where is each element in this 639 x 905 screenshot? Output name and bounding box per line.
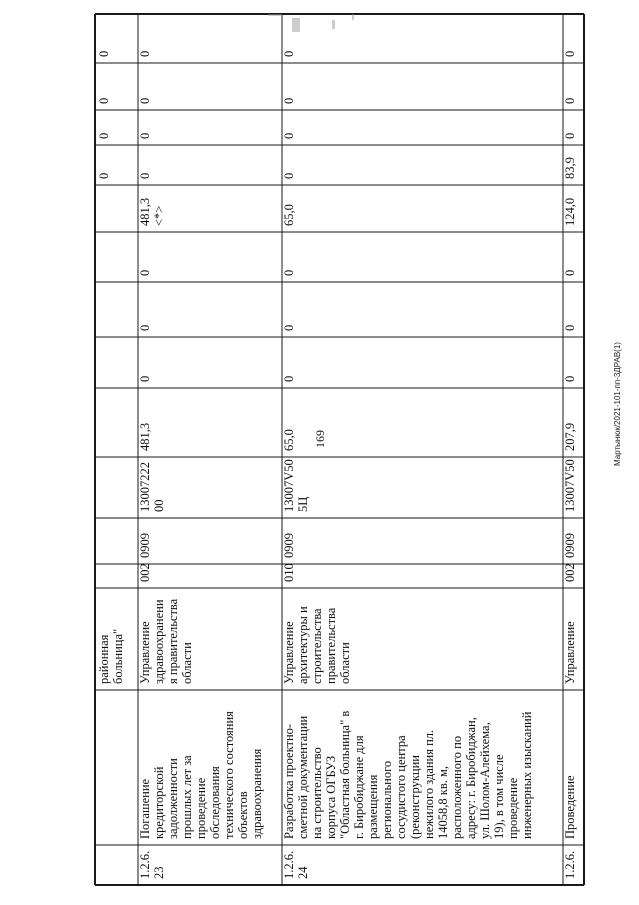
row-total-line: 207,9 [563, 422, 577, 451]
row-total-line: 481,3 [138, 422, 152, 451]
row-rz [282, 533, 296, 558]
row-executor-line: здравоохранени [152, 599, 166, 684]
row-num-line: 24 [296, 866, 310, 879]
row-y2-line: 0 [563, 324, 577, 331]
row-name-line: адресу: г. Биробиджан, [464, 717, 478, 839]
row-y2-line: 0 [282, 324, 296, 331]
row-csr [138, 462, 166, 512]
row-name-line: обследования [208, 766, 222, 839]
row-y7 [282, 98, 296, 104]
row-name-line: сметной документации [296, 715, 310, 839]
row-y3 [282, 270, 296, 276]
row-y5-line: 0 [138, 172, 152, 179]
prev-row-value-line: 0 [97, 50, 111, 57]
prev-row-executor-line: больница" [111, 628, 125, 684]
row-rz [138, 533, 152, 558]
row-name-line: Проведение [563, 775, 577, 839]
row-rz-line: 0909 [138, 533, 152, 558]
row-name-line: 19), в том числе [492, 754, 506, 839]
row-y2-line: 0 [138, 324, 152, 331]
row-grbs [563, 563, 577, 582]
prev-row-value [97, 173, 111, 179]
row-y1-line: 0 [138, 375, 152, 382]
row-y3-line: 0 [563, 269, 577, 276]
row-y6 [138, 133, 152, 139]
page-number: 169 [313, 430, 327, 448]
row-y3 [563, 270, 577, 276]
row-y6 [563, 133, 577, 139]
row-num-line: 1.2.6. [282, 850, 296, 879]
row-csr [282, 459, 310, 512]
row-y8-line: 0 [282, 50, 296, 57]
row-y7 [563, 98, 577, 104]
prev-row-executor-line: районная [97, 634, 111, 684]
row-name-line: задолженности [166, 758, 180, 839]
row-num-line: 23 [152, 866, 166, 879]
row-executor-line: Управление [282, 621, 296, 684]
row-executor-line: Управление [563, 621, 577, 684]
row-name-line: сосудистого центра [394, 735, 408, 839]
prev-row-value-line: 0 [97, 172, 111, 179]
row-name-line: размещения [366, 774, 380, 839]
row-name-line: Разработка проектно- [282, 723, 296, 839]
row-name [138, 711, 264, 839]
row-y8 [282, 51, 296, 57]
row-executor [282, 606, 352, 684]
prev-row-value-line: 0 [97, 132, 111, 139]
row-grbs [138, 563, 152, 582]
row-total [563, 423, 577, 451]
row-csr-line: 13007222 [138, 462, 152, 512]
row-csr-line: 13007V50 [563, 459, 577, 512]
row-csr-line: 5Ц [296, 496, 310, 512]
row-name-line: Погашение [138, 778, 152, 839]
row-y7 [138, 98, 152, 104]
row-y6-line: 0 [563, 132, 577, 139]
row-y1 [563, 376, 577, 382]
row-y5-line: 0 [282, 172, 296, 179]
prev-row-value-line: 0 [97, 97, 111, 104]
row-y8-line: 0 [563, 50, 577, 57]
row-y8 [563, 51, 577, 57]
document-code: Мартынюк/2021-101-пп-3ДРАВ(1) [613, 342, 622, 466]
scan-marks [268, 14, 354, 32]
row-num [563, 851, 577, 879]
row-name-line: расположенного по [450, 735, 464, 839]
row-name-line: проведение [506, 777, 520, 839]
row-name-line: корпуса ОГБУЗ [324, 755, 338, 839]
row-name-line: прошлых лет за [180, 755, 194, 839]
row-num [138, 851, 166, 879]
row-y6 [282, 133, 296, 139]
row-y1-line: 0 [282, 375, 296, 382]
row-y4-line: 481,3 [138, 197, 152, 226]
row-y1 [138, 376, 152, 382]
row-name-line: (реконструкции [408, 755, 422, 839]
row-y8-line: 0 [138, 50, 152, 57]
row-y7-line: 0 [138, 97, 152, 104]
row-y3-line: 0 [282, 269, 296, 276]
row-name-line: технического состояния [222, 711, 236, 839]
row-grbs-line: 002 [563, 563, 577, 582]
row-y4-line: 124,0 [563, 197, 577, 226]
row-executor [138, 598, 194, 684]
row-csr [563, 459, 577, 512]
row-y3 [138, 270, 152, 276]
row-y4-line: 65,0 [282, 204, 296, 226]
row-name-line: здравоохранения [250, 748, 264, 839]
row-total [138, 423, 152, 451]
row-y7-line: 0 [282, 97, 296, 104]
row-name-line: объектов [236, 791, 250, 839]
row-executor-line: строительства [310, 608, 324, 684]
prev-row-value [97, 133, 111, 139]
row-total [282, 429, 296, 451]
prev-row-value [97, 51, 111, 57]
row-y2 [563, 325, 577, 331]
row-y3-line: 0 [138, 269, 152, 276]
row-name-line: инженерных изысканий [520, 711, 534, 839]
row-rz-line: 0909 [563, 533, 577, 558]
table-cells [97, 51, 577, 879]
row-y5 [282, 173, 296, 179]
row-executor-line: области [180, 642, 194, 684]
row-name-line: проведение [194, 777, 208, 839]
row-y1-line: 0 [563, 375, 577, 382]
row-y1 [282, 376, 296, 382]
row-y2 [282, 325, 296, 331]
row-csr-line: 13007V50 [282, 459, 296, 512]
row-grbs-line: 002 [138, 563, 152, 582]
row-rz-line: 0909 [282, 533, 296, 558]
row-y5 [138, 173, 152, 179]
row-num-line: 1.2.6. [138, 850, 152, 879]
row-num-line: 1.2.6. [563, 850, 577, 879]
row-name-line: 14058,8 кв. м, [436, 765, 450, 839]
row-y4 [563, 198, 577, 226]
row-name [563, 775, 577, 839]
row-name [282, 711, 534, 839]
row-name-line: кредиторской [152, 766, 166, 839]
row-executor-line: Управление [138, 621, 152, 684]
row-y5 [563, 157, 577, 179]
prev-row-executor [97, 629, 125, 684]
row-name-line: г. Биробиджане для [352, 735, 366, 839]
row-grbs [282, 563, 296, 582]
row-executor-line: правительства [324, 607, 338, 684]
row-y4 [138, 198, 166, 226]
row-y6-line: 0 [282, 132, 296, 139]
row-y8 [138, 51, 152, 57]
row-csr-line: 00 [152, 499, 166, 512]
row-executor [563, 621, 577, 684]
row-y5-line: 83,9 [563, 157, 577, 179]
row-y2 [138, 325, 152, 331]
row-name-line: "Областная больница" в [338, 710, 352, 839]
row-executor-line: я правительства [166, 598, 180, 684]
row-y4-line: <*> [152, 205, 166, 226]
row-total-line: 65,0 [282, 429, 296, 451]
prev-row-value [97, 98, 111, 104]
row-y7-line: 0 [563, 97, 577, 104]
row-y6-line: 0 [138, 132, 152, 139]
row-name-line: ул. Шолом-Алейхема, [478, 722, 492, 839]
row-num [282, 851, 310, 879]
row-grbs-line: 010 [282, 563, 296, 582]
row-name-line: на строительство [310, 747, 324, 839]
row-y4 [282, 204, 296, 226]
row-name-line: регионального [380, 760, 394, 839]
row-rz [563, 533, 577, 558]
row-name-line: нежилого здания пл. [422, 729, 436, 839]
row-executor-line: архитектуры и [296, 606, 310, 684]
row-executor-line: области [338, 642, 352, 684]
